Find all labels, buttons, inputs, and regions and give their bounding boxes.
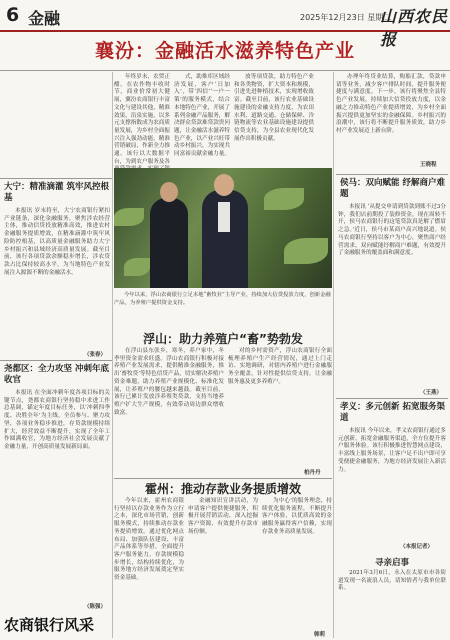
headline-huozhou: 霍州：推动存款业务提质增效: [144, 482, 301, 496]
article-houma: 本报讯 ‘从提交申请到贷款到账不过3分钟，我们店前期投了装修资金，现在周转不开，侯马农商银行的这笔贷款真是解了燃眉之急。’近日，侯马市某商户高兴地说道。侯马农商银行坚持以客户为中心，聚焦商户经营需求，双向赋能纾解商户难题，有效提升了金融服务的覆盖面和满意度。: [338, 204, 446, 257]
divider: [336, 174, 448, 175]
article-fushan-col1: 在浮山县东张乡，寒冬，养户家中，冬季里资金需求旺盛。浮山农商银行积极对接养殖产业发展需求，提供精准金融服务，推出‘畜牧贷’等特色信贷产品，切实解决养殖户资金难题，助力养殖产业规模化、标准化发展，让养殖户的腰包越来越鼓。截至目前，该行已累计发放涉养殖类贷款，支持当地养殖户扩大生产规模，有效带动周边群众增收致富。: [114, 348, 224, 416]
notice-body: 2021年3月6日，永入在太原市市各街道发现一名流浪人员，请知情者与我单位联系。: [338, 570, 446, 592]
section-name: 金融: [28, 9, 61, 28]
headline-fushan: 浮山：助力养殖户“畜”势勃发: [143, 332, 303, 346]
byline-daning: （张春）: [84, 352, 107, 358]
article-xiangfen-col2: 式，助推库区域经济发展，客户‘日加入’，带‘四信’‘一户一策’的服务模式，结合本地特色产业，开展了系列金融产品服务，解决群众贷款难贷款贵问题，让金融活水滋养特色产业，以产业兴旺带动乡村振兴，为实现共同富裕贡献金融力量。: [174, 74, 230, 158]
article-huozhou-col3: 为中心’的服务理念，持续优化服务流程，不断提升客户体验，以优质高效的金融服务赢得客户信赖，实现存款业务高质量发展。: [262, 498, 332, 535]
byline-xiaoyi: （本报记者）: [400, 544, 434, 550]
article-xiangfen-col3: 放等项贷款，助力特色产业和各类物资，扩大资本和规模，引进先进种植技术，实现增收致富。截至目前，该行农业基础设施建设的金融支持力度，为农田水利、道路交通、仓储保鲜、冷链物流等农业基础设施建设提供信贷支持，为全县农业现代化发展作出积极贡献。: [234, 74, 314, 142]
divider: [0, 360, 112, 361]
byline-xiangfen: 王晓程: [420, 162, 437, 168]
main-headline: 襄汾：金融活水滋养特色产业: [94, 40, 355, 62]
divider: [0, 70, 450, 71]
article-huozhou-col1: 今年以来，霍州农商银行坚持以存款业务作为立行之本，深化市场营销，创新服务模式，持续推动存款业务提质增效。通过优化网点布局、加强队伍建设、丰富产品体系等举措，全面提升客户服务能力，存款规模稳步增长，结构持续优化，为服务地方经济发展奠定坚实资金基础。: [114, 498, 184, 582]
article-huozhou-col2: 金融知识宣讲活动，为申请客户提供便捷服务，积极开展营销活动，深入挖掘客户资源，有效提升存款市场份额。: [188, 498, 258, 535]
divider: [112, 72, 113, 638]
bottom-banner: [0, 612, 112, 636]
article-xiangfen-col4: 办理年终贷业结算，购船汇款，贷款申请等业务，减少客户排队时间，提升服务便捷度与满意度。下一步，该行将聚焦全县特色产业发展，持续加大信贷投放力度，以金融之力推动特色产业提质增效，为乡村全面振兴提供更加坚实的金融保障。乡村振兴的浪潮中，该行将不断提升服务质效，助力乡村产业发展迈上新台阶。: [336, 74, 446, 134]
byline-yaodu: （陈强）: [84, 604, 107, 610]
byline-huozhou: 韩莉: [314, 632, 326, 638]
divider: [333, 72, 334, 638]
article-xiaoyi: 本报讯 今年以来，孝义农商银行通过多元创新，拓宽金融服务渠道，全方位提升客户服务体验。该行积极推进智慧网点建设，丰富线上服务场景，让客户足不出户即可享受便捷金融服务，为地方经济发展注入新活力。: [338, 428, 446, 473]
notice-box: [336, 556, 448, 640]
issue-date: 2025年12月23日 星期二: [300, 13, 392, 22]
divider: [336, 398, 448, 399]
bank-staff-photo: [114, 168, 332, 288]
article-fushan-col2: 对的乡村需资产，浮山农商银行全面梳理养殖户生产经营情况，通过上门走访、实地调研，对辖内养殖户进行金融服务全覆盖，针对性提供信贷支持，让金融服务惠及更多养殖户。: [228, 348, 332, 385]
page-number: 6: [6, 4, 20, 26]
divider: [0, 178, 112, 179]
headline-yaodu: 尧都区：全力攻坚 冲刺年底收官: [4, 364, 109, 385]
newspaper-logo: 山西农民报: [380, 7, 449, 49]
page-header: [0, 0, 450, 49]
article-xiangfen-col1: 年终岁末，农贸正酣。在农作物丰收时节，商业价常初大健展，翼汾农商银行丰富文化与建设其他，精准效果，沿泉实施，以多元支撑指数成为农商质量发展，为乡村全面振兴注入强劲动能。精准营销破局，作新全力推通。该行以大数据平台，为到农户服务及各: [114, 74, 170, 165]
headline-daning: 大宁：精准滴灌 筑牢风控根基: [4, 182, 109, 203]
article-daning: 本报讯 岁末将至，大宁农商银行紧扣产业链条，深化金融服务，聚焦涉农经营主体，推动信贷投放精准高效，推进农村金融服务提质增效，在精准滴灌中筑牢风险防控根基，以高质量金融服务助力大宁乡村振兴和县域经济高质量发展。截至目前，该行各项贷款余额稳步增长，涉农贷款占比保持较高水平，为当地特色产业发展注入源源不断的金融活水。: [4, 208, 110, 276]
photo-caption: 今年以来，浮山农商银行立足本地“畜牧业”主导产业，持续加大信贷投放力度，创新金融产品，为养殖户提供资金支持。: [114, 292, 331, 306]
divider: [114, 478, 332, 479]
byline-fushan: 柏丹丹: [304, 470, 321, 476]
headline-houma: 侯马：双向赋能 纾解商户难题: [340, 178, 445, 199]
article-yaodu: 本报讯 在全面冲刺年度各项目标的关键节点，尧都农商银行坚持稳中求进工作总基调，锚定年度目标任务，以‘冲刺四季度、决胜全年’为主线，全员参与、聚力攻坚，各项业务稳步推进，存贷款规模持续扩大，经营效益不断提升，实现了全年工作圆满收官，为地方经济社会发展贡献了金融力量，开创高质量发展新局面。: [4, 390, 110, 450]
notice-title: 寻亲启事: [374, 558, 409, 568]
byline-houma: （王燕）: [420, 390, 443, 396]
headline-xiaoyi: 孝义：多元创新 拓宽服务渠道: [340, 402, 445, 423]
bottom-banner-text: 农商银行风采: [4, 616, 95, 634]
